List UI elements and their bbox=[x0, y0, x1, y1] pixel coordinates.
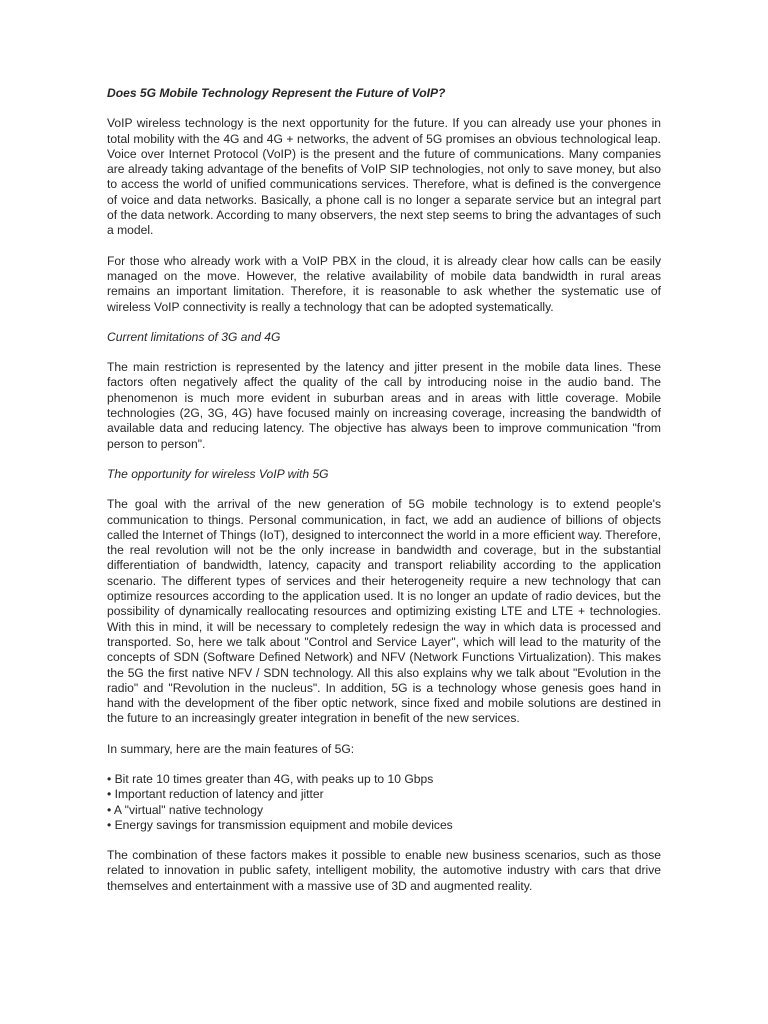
section-heading-limitations: Current limitations of 3G and 4G bbox=[107, 329, 281, 344]
list-item: • Bit rate 10 times greater than 4G, with peaks up to 10 Gbps bbox=[107, 771, 434, 786]
document-page bbox=[107, 86, 661, 909]
list-item: • Important reduction of latency and jitter bbox=[107, 787, 324, 802]
document-title: Does 5G Mobile Technology Represent the Future of VoIP? bbox=[107, 86, 446, 100]
intro-paragraph-2: For those who already work with a VoIP PBX in the cloud, it is already clear how calls can be easily managed on the move. However, the relative availability of mobile data bandwidth in rural areas remains an important limitation. Therefore, it is reasonable to ask whether the systematic use of wireless VoIP connectivity is really a technology that can be adopted systematically. bbox=[107, 253, 661, 314]
opportunity-paragraph: The goal with the arrival of the new generation of 5G mobile technology is to extend people's communication to things. Personal communication, in fact, we add an audience of billions of objects called the Internet of Things (IoT), designed to interconnect the world in a more efficient way. Therefore, the real revolution will not be the only increase in bandwidth and coverage, but in the substantial differentiation of bandwidth, latency, capacity and transport reliability according to the application scenario. The different types of services and their heterogeneity require a new technology that can optimize resources according to the application used. It is no longer an update of radio devices, but the possibility of dynamically reallocating resources and optimizing existing LTE and LTE + technologies. With this in mind, it will be necessary to completely redesign the way in which data is processed and transported. So, here we talk about "Control and Service Layer", which will lead to the maturity of the concepts of SDN (Software Defined Network) and NFV (Network Functions Virtualization). This makes the 5G the first native NFV / SDN technology. All this also explains why we talk about "Evolution in the radio" and "Revolution in the nucleus". In addition, 5G is a technology whose genesis goes hand in hand with the development of the fiber optic network, since fixed and mobile solutions are destined in the future to an increasingly greater integration in benefit of the new services. bbox=[107, 497, 661, 726]
features-list bbox=[107, 772, 661, 833]
list-item: • A "virtual" native technology bbox=[107, 802, 264, 817]
closing-paragraph: The combination of these factors makes it possible to enable new business scenarios, such as those related to innovation in public safety, intelligent mobility, the automotive industry with cars that drive themselves and entertainment with a massive use of 3D and augmented reality. bbox=[107, 848, 661, 893]
section-heading-opportunity: The opportunity for wireless VoIP with 5G bbox=[107, 466, 329, 481]
intro-paragraph-1: VoIP wireless technology is the next opportunity for the future. If you can already use your phones in total mobility with the 4G and 4G + networks, the advent of 5G promises an obvious technological leap. Voice over Internet Protocol (VoIP) is the present and the future of communications. Many companies are already taking advantage of the benefits of VoIP SIP technologies, not only to save money, but also to access the world of unified communications services. Therefore, what is defined is the convergence of voice and data networks. Basically, a phone call is no longer a separate service but an integral part of the data network. According to many observers, the next step seems to bring the advantages of such a model. bbox=[107, 116, 661, 238]
list-item: • Energy savings for transmission equipment and mobile devices bbox=[107, 817, 453, 832]
summary-intro: In summary, here are the main features of 5G: bbox=[107, 741, 355, 756]
limitations-paragraph: The main restriction is represented by the latency and jitter present in the mobile data lines. These factors often negatively affect the quality of the call by introducing noise in the audio band. The phenomenon is much more evident in suburban areas and in areas with little coverage. Mobile technologies (2G, 3G, 4G) have focused mainly on increasing coverage, increasing the bandwidth of available data and reducing latency. The objective has always been to improve communication "from person to person". bbox=[107, 360, 661, 451]
